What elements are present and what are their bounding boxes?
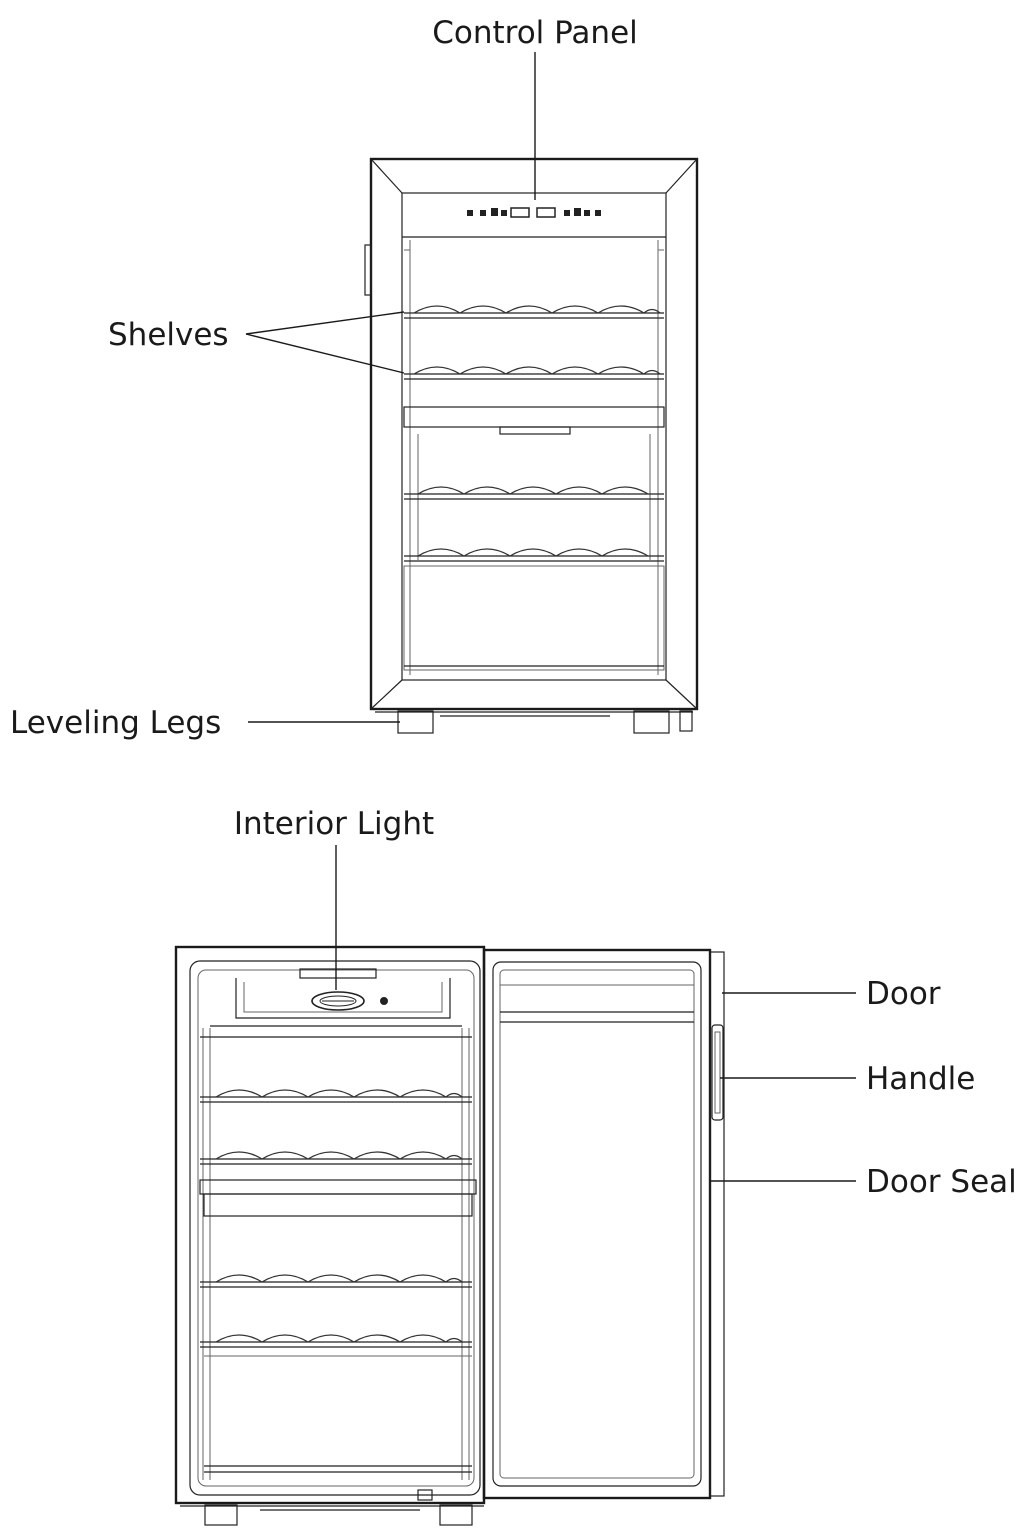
label-interior-light: Interior Light — [233, 806, 435, 842]
door-seal-outline — [493, 962, 701, 1486]
open-door — [484, 950, 724, 1498]
leader-shelves-lower — [246, 334, 404, 373]
label-leveling-legs: Leveling Legs — [10, 705, 222, 741]
leader-shelves-upper — [246, 312, 404, 334]
open-upper-shelves — [200, 1037, 472, 1164]
front-bevel-tl — [371, 159, 402, 193]
label-door-seal: Door Seal — [866, 1164, 1017, 1200]
front-lower-shelves — [404, 434, 664, 561]
front-bevel-br — [666, 680, 697, 709]
label-control-panel: Control Panel — [432, 15, 638, 51]
open-divider — [200, 1180, 476, 1194]
door-handle — [712, 1025, 723, 1120]
front-glass-frame — [402, 193, 666, 680]
front-view-cooler — [365, 159, 697, 733]
open-cabinet-liner — [190, 961, 480, 1495]
front-leveling-legs — [375, 711, 693, 733]
label-handle: Handle — [866, 1061, 976, 1097]
label-door: Door — [866, 976, 941, 1012]
front-upper-shelves — [404, 306, 664, 379]
front-bevel-bl — [371, 680, 402, 709]
control-panel-buttons — [467, 208, 601, 217]
front-divider — [404, 407, 664, 427]
door-outer — [484, 950, 710, 1498]
open-lower-shelves — [200, 1275, 472, 1356]
open-view-cooler — [176, 947, 724, 1525]
open-cabinet-outline — [176, 947, 484, 1503]
label-shelves: Shelves — [108, 317, 229, 353]
front-bevel-tr — [666, 159, 697, 193]
front-bottom-compartment — [404, 566, 664, 670]
